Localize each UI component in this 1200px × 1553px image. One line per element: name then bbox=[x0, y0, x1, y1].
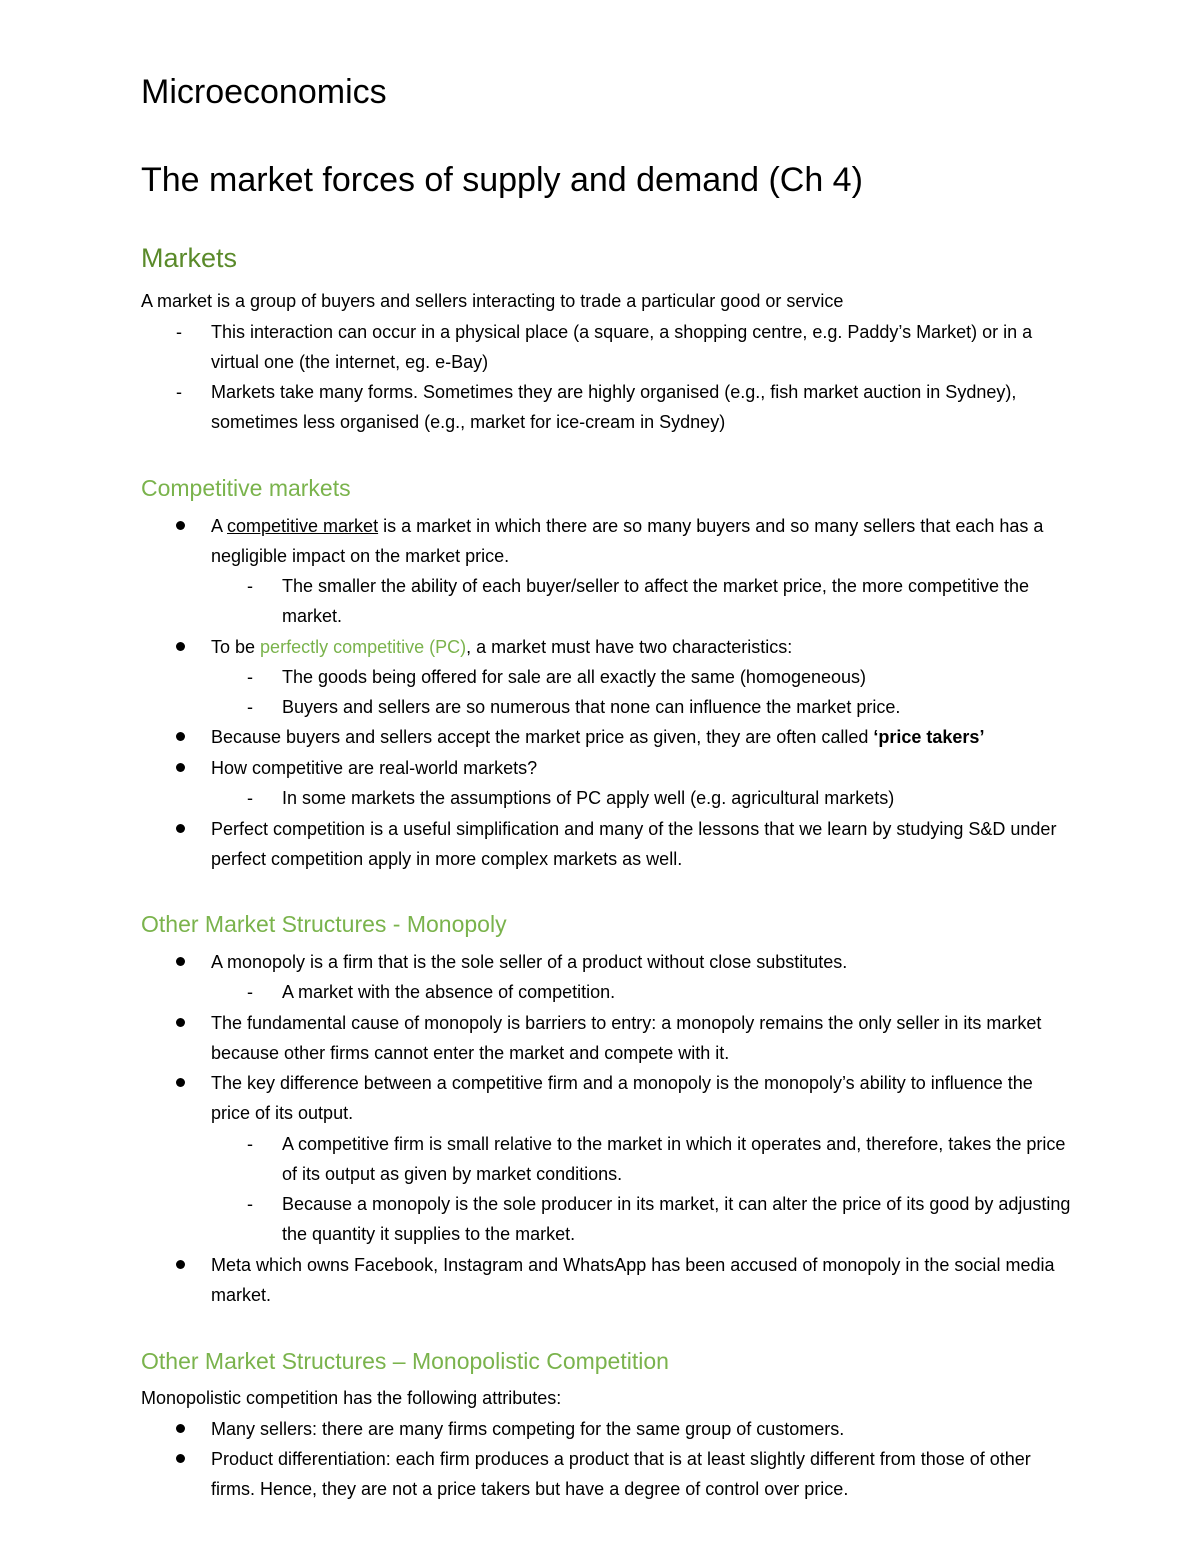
dash-marker: - bbox=[176, 322, 182, 342]
list-item-text: A bbox=[211, 516, 228, 536]
list-item bbox=[211, 632, 1071, 662]
list-item bbox=[247, 1129, 1072, 1190]
list-item-text: In some markets the assumptions of PC apply well (e.g. agricultural markets) bbox=[282, 788, 895, 808]
dash-marker: - bbox=[247, 576, 253, 596]
bullet-icon bbox=[176, 753, 185, 783]
bullet-icon bbox=[176, 722, 185, 752]
dash-marker: - bbox=[247, 1194, 253, 1214]
list-item-text: To be bbox=[211, 637, 261, 657]
heading-markets: Markets bbox=[141, 243, 238, 273]
dash-marker: - bbox=[247, 982, 253, 1002]
list-item bbox=[211, 1414, 1071, 1444]
heading-monopoly: Other Market Structures - Monopoly bbox=[141, 911, 507, 937]
list-item bbox=[247, 571, 1072, 632]
list-item bbox=[247, 783, 1072, 813]
dash-marker: - bbox=[176, 382, 182, 402]
list-item-text: Because buyers and sellers accept the market price as given, they are often called bbox=[211, 727, 874, 747]
term-price-takers: ‘price takers’ bbox=[873, 727, 985, 747]
list-item-text: The goods being offered for sale are all exactly the same (homogeneous) bbox=[282, 667, 867, 687]
monopolistic-intro: Monopolistic competition has the following attributes: bbox=[141, 1388, 562, 1408]
bullet-icon bbox=[176, 632, 185, 662]
bullet-icon bbox=[176, 814, 185, 844]
bullet-icon bbox=[176, 511, 185, 541]
list-item bbox=[211, 1068, 1071, 1129]
list-item-text: A market with the absence of competition. bbox=[282, 982, 616, 1002]
dash-marker: - bbox=[247, 1134, 253, 1154]
list-item bbox=[176, 377, 1071, 438]
list-item bbox=[211, 1250, 1071, 1311]
markets-intro: A market is a group of buyers and sellers interacting to trade a particular good or service bbox=[141, 291, 844, 311]
list-item bbox=[176, 317, 1071, 378]
list-item bbox=[211, 511, 1071, 572]
list-item bbox=[247, 1189, 1072, 1250]
list-item bbox=[247, 692, 1072, 722]
list-item bbox=[211, 814, 1071, 875]
list-item-text: This interaction can occur in a physical place (a square, a shopping centre, e.g. Paddy’s Market) or in a virtual one (the internet, eg. e-Bay) bbox=[211, 322, 1033, 373]
list-item-text: The smaller the ability of each buyer/seller to affect the market price, the more competitive the market. bbox=[282, 576, 1030, 627]
list-item-text: How competitive are real-world markets? bbox=[211, 758, 538, 778]
list-item-text: Perfect competition is a useful simplification and many of the lessons that we learn by studying S&D under perfect competition apply in more complex markets as well. bbox=[211, 819, 1057, 870]
list-item bbox=[211, 722, 1071, 752]
list-item-text: Many sellers: there are many firms competing for the same group of customers. bbox=[211, 1419, 845, 1439]
bullet-icon bbox=[176, 1250, 185, 1280]
list-item-text: Buyers and sellers are so numerous that none can influence the market price. bbox=[282, 697, 901, 717]
list-item bbox=[247, 662, 1072, 692]
list-item-text: Meta which owns Facebook, Instagram and WhatsApp has been accused of monopoly in the social media market. bbox=[211, 1255, 1055, 1306]
chapter-title: The market forces of supply and demand (Ch 4) bbox=[141, 161, 863, 199]
dash-marker: - bbox=[247, 788, 253, 808]
term-competitive-market: competitive market bbox=[227, 516, 379, 536]
list-item-text: The key difference between a competitive firm and a monopoly is the monopoly’s ability to influence the price of its output. bbox=[211, 1073, 1033, 1124]
list-item-text: The fundamental cause of monopoly is barriers to entry: a monopoly remains the only seller in its market because other firms cannot enter the market and compete with it. bbox=[211, 1013, 1042, 1064]
list-item-text: Markets take many forms. Sometimes they are highly organised (e.g., fish market auction in Sydney), sometimes less organised (e.g., market for ice-cream in Sydney) bbox=[211, 382, 1017, 433]
list-item-text: A competitive firm is small relative to the market in which it operates and, therefore, takes the price of its output as given by market conditions. bbox=[282, 1134, 1066, 1185]
document-title: Microeconomics bbox=[141, 73, 387, 111]
list-item-text: A monopoly is a firm that is the sole seller of a product without close substitutes. bbox=[211, 952, 848, 972]
list-item bbox=[211, 947, 1071, 977]
list-item bbox=[211, 1008, 1071, 1069]
bullet-icon bbox=[176, 1008, 185, 1038]
bullet-icon bbox=[176, 947, 185, 977]
list-item-text: Because a monopoly is the sole producer in its market, it can alter the price of its good by adjusting the quantity it supplies to the market. bbox=[282, 1194, 1071, 1245]
list-item-text: is a market in which there are so many buyers and so many sellers that each has a negligible impact on the market price. bbox=[211, 516, 1044, 567]
list-item bbox=[211, 1444, 1071, 1505]
bullet-icon bbox=[176, 1068, 185, 1098]
dash-marker: - bbox=[247, 667, 253, 687]
list-item-text: , a market must have two characteristics: bbox=[466, 637, 793, 657]
list-item bbox=[211, 753, 1071, 783]
list-item bbox=[247, 977, 1072, 1007]
dash-marker: - bbox=[247, 697, 253, 717]
term-perfectly-competitive: perfectly competitive (PC) bbox=[260, 637, 467, 657]
bullet-icon bbox=[176, 1414, 185, 1444]
heading-competitive-markets: Competitive markets bbox=[141, 475, 351, 501]
bullet-icon bbox=[176, 1444, 185, 1474]
list-item-text: Product differentiation: each firm produces a product that is at least slightly different from those of other firms. Hence, they are not a price takers but have a degree of control over price. bbox=[211, 1449, 1031, 1500]
heading-monopolistic-competition: Other Market Structures – Monopolistic Competition bbox=[141, 1348, 669, 1374]
